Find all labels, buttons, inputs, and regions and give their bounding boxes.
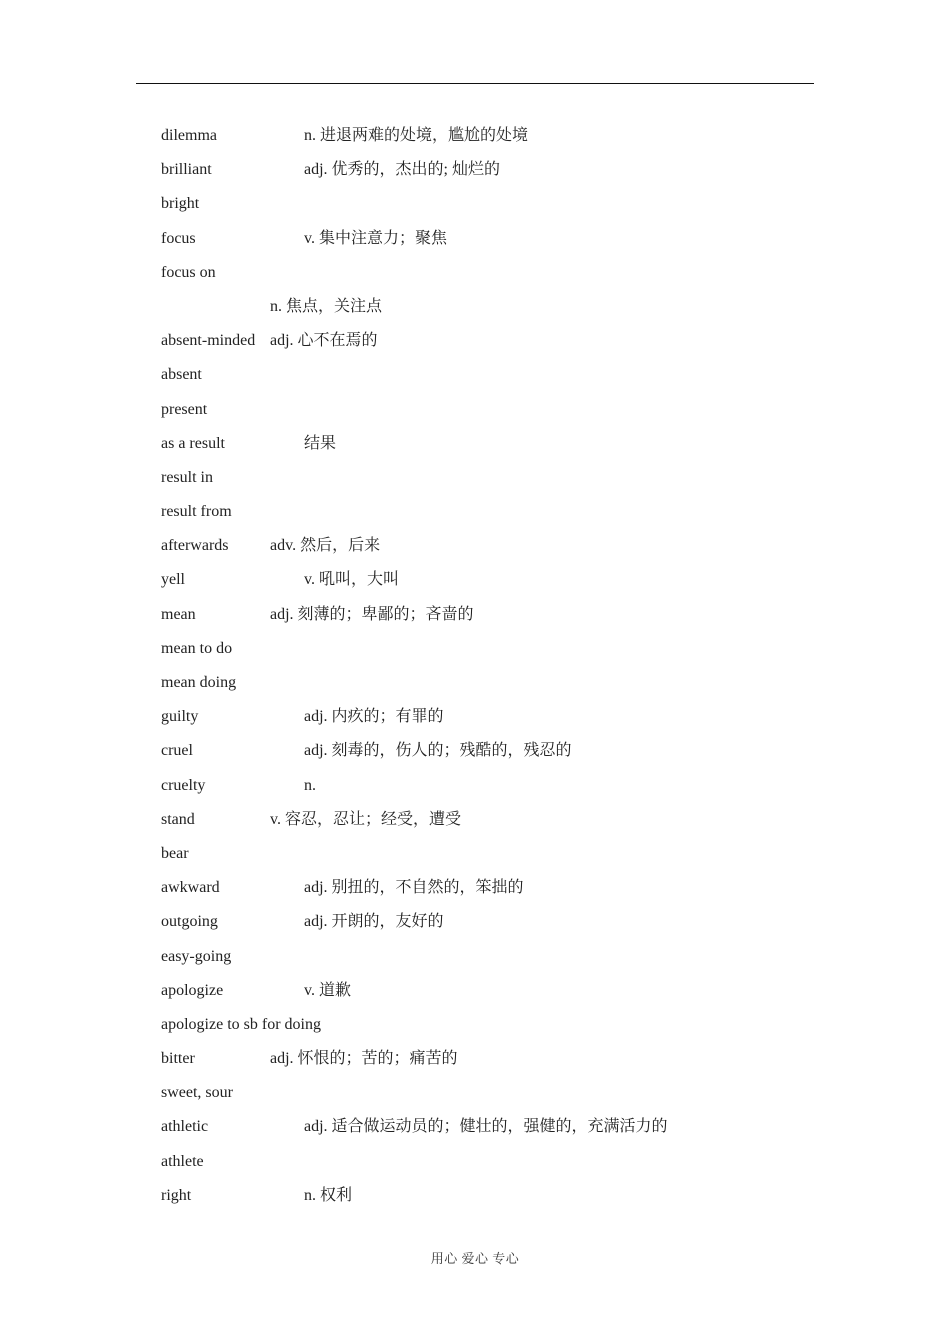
vocab-row: [161, 700, 801, 734]
vocab-definition: adj. 内疚的；有罪的: [304, 708, 444, 726]
vocab-definition: n. 进退两难的处境，尴尬的处境: [304, 127, 529, 144]
vocab-definition: adv. 然后，后来: [270, 537, 381, 555]
vocab-definition: adj. 怀恨的；苦的；痛苦的: [270, 1050, 458, 1068]
vocab-row: [161, 1008, 801, 1042]
vocab-word: absent: [161, 366, 202, 384]
vocab-word: afterwards: [161, 537, 229, 555]
vocab-definition: adj. 心不在焉的: [270, 332, 378, 350]
vocab-word: outgoing: [161, 913, 218, 931]
vocab-word: dilemma: [161, 127, 217, 144]
vocab-word: focus on: [161, 263, 216, 281]
vocab-row: [161, 427, 801, 461]
vocab-definition: v. 容忍，忍让；经受，遭受: [270, 810, 461, 828]
vocab-row: [161, 324, 801, 358]
vocab-word: bright: [161, 195, 200, 213]
vocab-word: brilliant: [161, 161, 212, 179]
vocab-definition: v. 吼叫，大叫: [304, 571, 399, 589]
vocabulary-list: [161, 119, 801, 1213]
page-footer: 用心 爱心 专心: [430, 1251, 520, 1266]
vocab-row: [161, 461, 801, 495]
vocab-definition: adj. 刻毒的，伤人的；残酷的，残忍的: [304, 742, 572, 760]
vocab-word: present: [161, 400, 208, 418]
vocab-word: result in: [161, 468, 213, 486]
vocab-row: [161, 153, 801, 187]
vocab-definition: adj. 适合做运动员的；健壮的，强健的，充满活力的: [304, 1118, 668, 1136]
vocab-row: [161, 256, 801, 290]
vocab-word: cruel: [161, 742, 193, 760]
header-rule: [136, 83, 814, 84]
vocab-row: [161, 529, 801, 563]
vocab-definition: v. 道歉: [304, 981, 351, 999]
vocab-word: mean: [161, 605, 196, 623]
vocab-word: awkward: [161, 879, 220, 897]
vocab-row: [161, 940, 801, 974]
vocab-row: [161, 837, 801, 871]
vocab-word: bitter: [161, 1050, 195, 1068]
vocab-word: mean doing: [161, 674, 237, 691]
vocab-word: athlete: [161, 1152, 204, 1170]
vocab-definition: 结果: [304, 434, 337, 452]
vocab-row: [161, 769, 801, 803]
vocab-row: [161, 632, 801, 666]
vocab-row: [161, 393, 801, 427]
vocab-definition: n. 权利: [304, 1186, 353, 1204]
vocab-row: [161, 666, 801, 700]
vocab-word: apologize: [161, 981, 224, 999]
vocab-row: [161, 495, 801, 529]
vocab-definition: v. 集中注意力；聚焦: [304, 229, 447, 247]
vocab-row: [161, 803, 801, 837]
vocab-row: [161, 598, 801, 632]
vocab-word: as a result: [161, 434, 225, 452]
vocab-row: [161, 1145, 801, 1179]
vocab-row: [161, 1076, 801, 1110]
vocab-word: yell: [161, 571, 185, 589]
vocab-word: cruelty: [161, 776, 206, 794]
vocab-row: [161, 290, 801, 324]
vocab-row: [161, 905, 801, 939]
vocab-definition: adj. 别扭的，不自然的，笨拙的: [304, 879, 524, 897]
vocab-word: result from: [161, 503, 232, 521]
vocab-definition: n.: [304, 776, 316, 794]
vocab-row: [161, 358, 801, 392]
vocab-row: [161, 187, 801, 221]
vocab-word: guilty: [161, 708, 199, 726]
vocab-word: focus: [161, 229, 196, 247]
vocab-row: [161, 119, 801, 153]
vocab-row: [161, 871, 801, 905]
vocab-row: [161, 563, 801, 597]
vocab-definition: n. 焦点，关注点: [270, 297, 383, 315]
vocab-row: [161, 1110, 801, 1144]
vocab-row: [161, 222, 801, 256]
vocab-word: athletic: [161, 1118, 209, 1136]
vocab-row: [161, 974, 801, 1008]
vocab-word: right: [161, 1186, 192, 1204]
vocab-word: apologize to sb for doing: [161, 1015, 321, 1033]
vocab-definition: adj. 刻薄的；卑鄙的；吝啬的: [270, 605, 474, 623]
vocab-row: [161, 1042, 801, 1076]
vocab-definition: adj. 优秀的，杰出的; 灿烂的: [304, 161, 500, 179]
vocab-row: [161, 1179, 801, 1213]
vocab-word: easy-going: [161, 947, 232, 965]
vocab-word: stand: [161, 810, 195, 828]
vocab-word: bear: [161, 844, 189, 862]
vocab-word: sweet, sour: [161, 1084, 233, 1102]
vocab-word: absent-minded: [161, 332, 256, 350]
vocab-word: mean to do: [161, 639, 233, 657]
vocab-definition: adj. 开朗的，友好的: [304, 913, 444, 931]
vocab-row: [161, 734, 801, 768]
